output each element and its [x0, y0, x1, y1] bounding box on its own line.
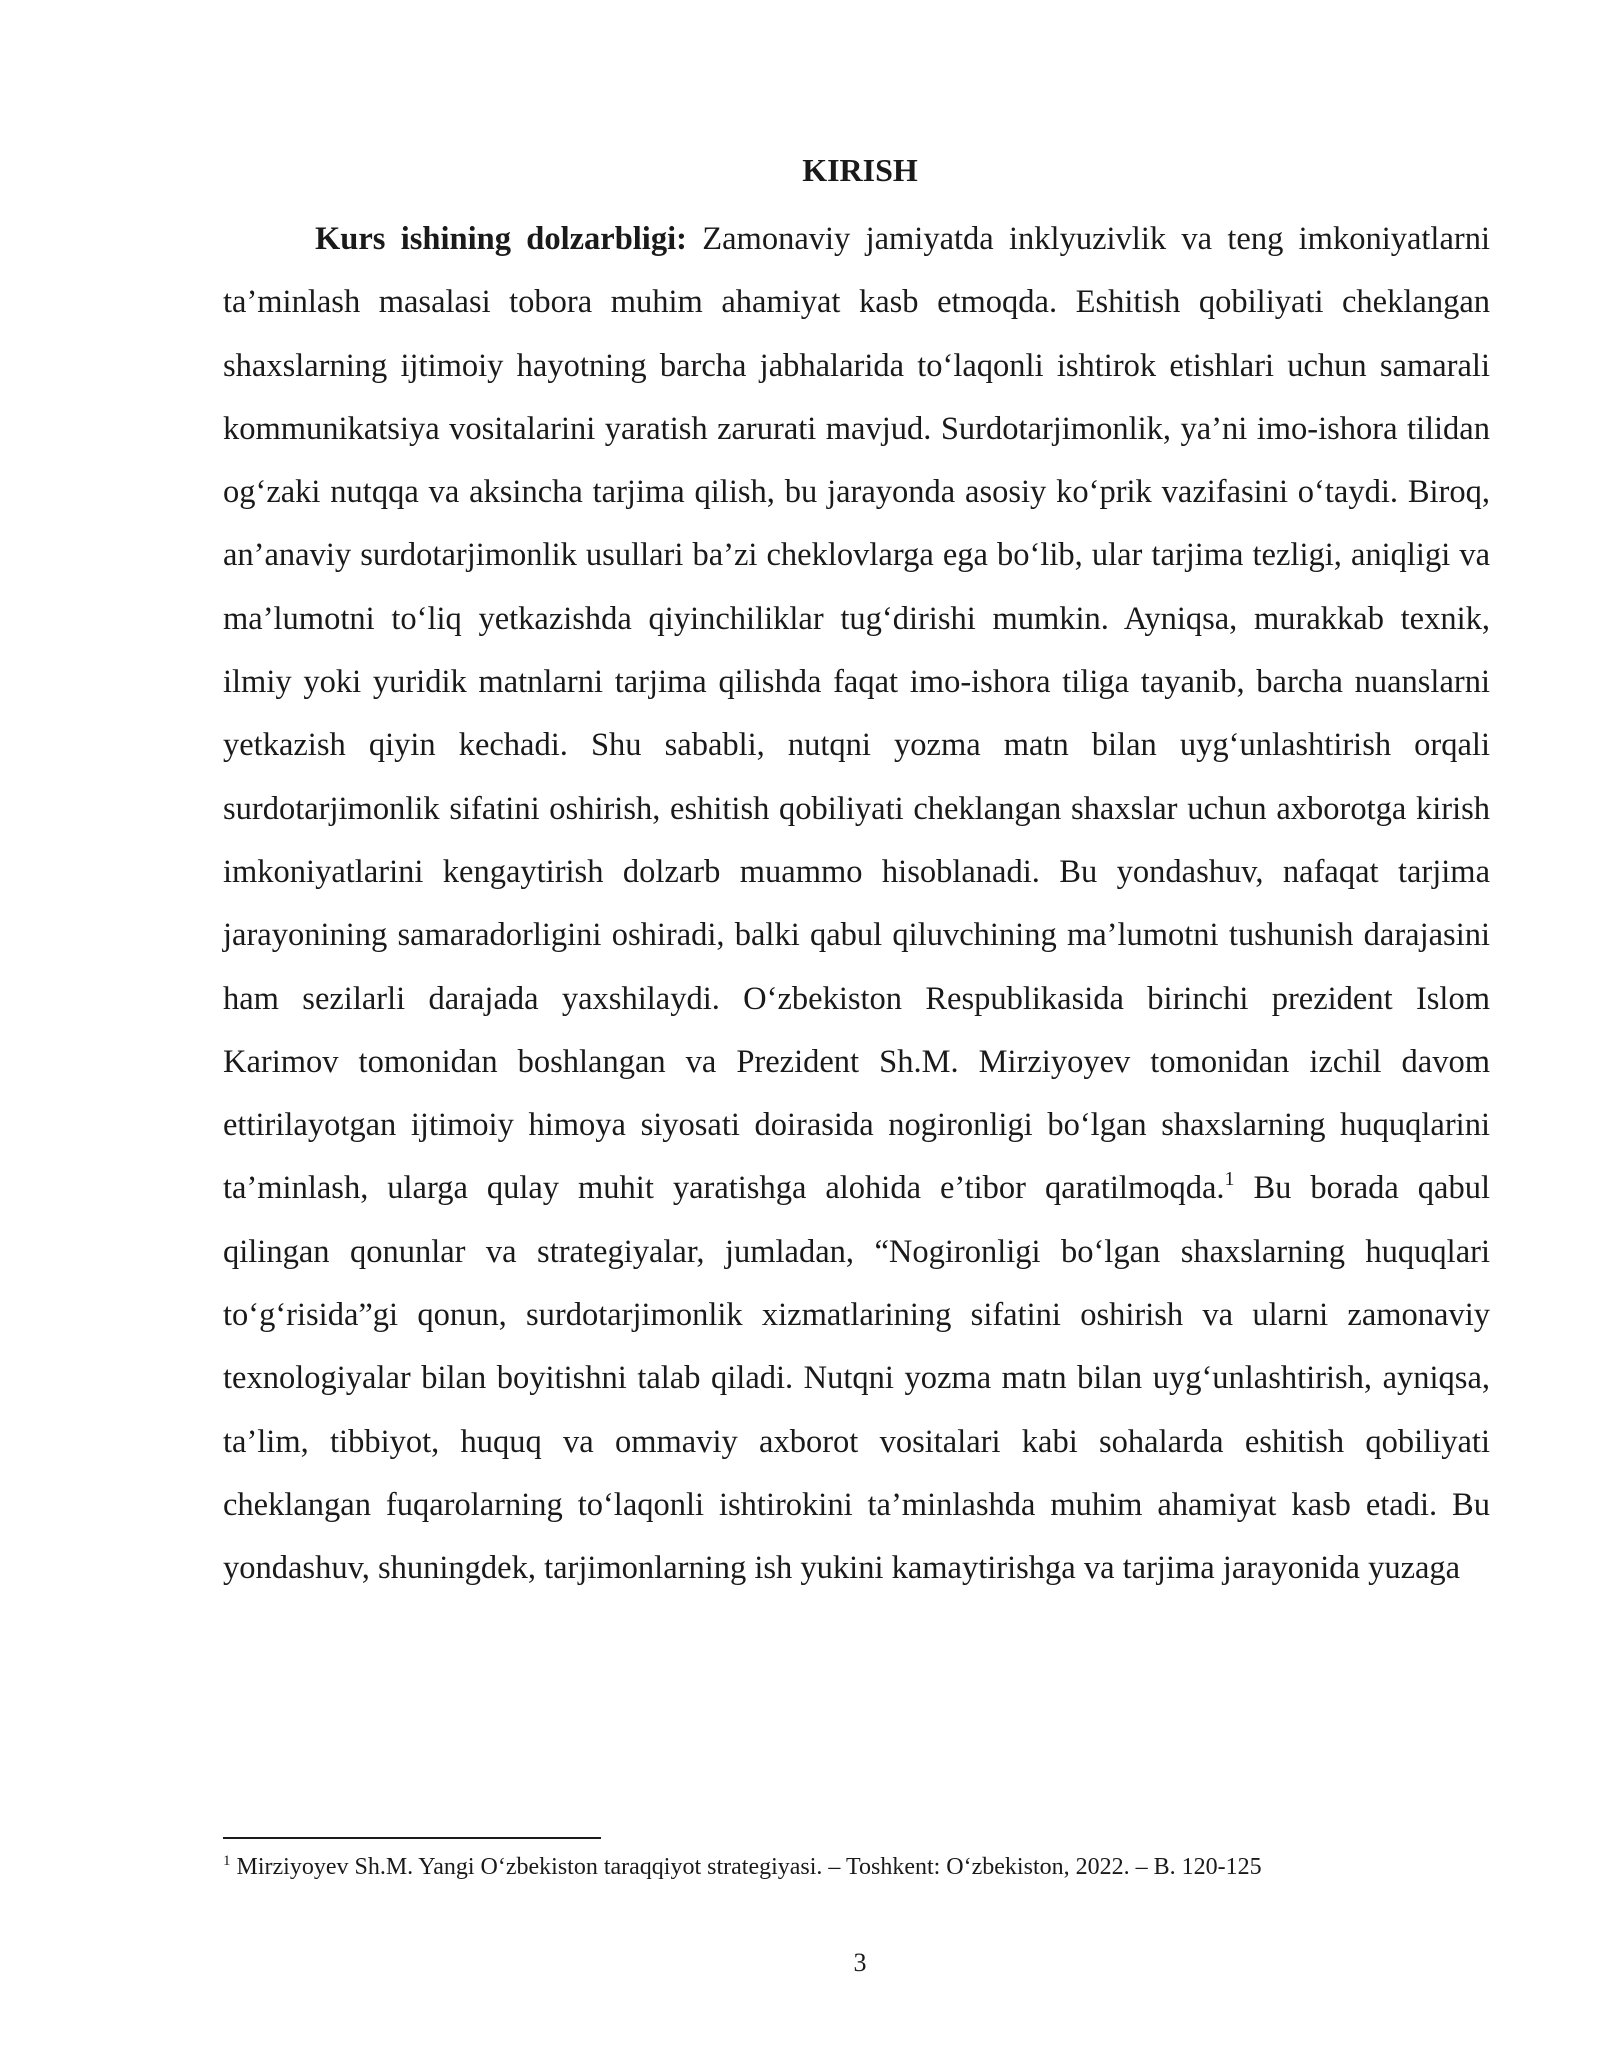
paragraph-text-part-1: Zamonaviy jamiyatda inklyuzivlik va teng imkoniyatlarni ta’minlash masalasi tobora muhim ahamiyat kasb etmoqda. Eshitish qobiliyati cheklangan shaxslarning ijtimoiy hayotning barcha jabhalarida to‘laqonli ishtirok etishlari uchun samarali kommunikatsiya vositalarini yaratish zarurati mavjud. Surdotarjimonlik, ya’ni imo-ishora tilidan og‘zaki nutqqa va aksincha tarjima qilish, bu jarayonda asosiy ko‘prik vazifasini o‘taydi. Biroq, an’anaviy surdotarjimonlik usullari ba’zi cheklovlarga ega bo‘lib, ular tarjima tezligi, aniqligi va ma’lumotni to‘liq yetkazishda qiyinchiliklar tug‘dirishi mumkin. Ayniqsa, murakkab texnik, ilmiy yoki yuridik matnlarni tarjima qilishda faqat imo-ishora tiliga tayanib, barcha nuanslarni yetkazish qiyin kechadi. Shu sababli, nutqni yozma matn bilan uyg‘unlashtirish orqali surdotarjimonlik sifatini oshirish, eshitish qobiliyati cheklangan shaxslar uchun axborotga kirish imkoniyatlarini kengaytirish dolzarb muammo hisoblanadi. Bu yondashuv, nafaqat tarjima jarayonining samaradorligini oshiradi, balki qabul qiluvchining ma’lumotni tushunish darajasini ham sezilarli darajada yaxshilaydi. O‘zbekiston Respublikasida birinchi prezident Islom Karimov tomonidan boshlangan va Prezident Sh.M. Mirziyoyev tomonidan izchil davom ettirilayotgan ijtimoiy himoya siyosati doirasida nogironligi bo‘lgan shaxslarning huquqlarini ta’minlash, ularga qulay muhit yaratishga alohida e’tibor qaratilmoqda.: [223, 221, 1490, 1207]
paragraph-text-part-2: Bu borada qabul qilingan qonunlar va strategiyalar, jumladan, “Nogironligi bo‘lgan shaxslarning huquqlari to‘g‘risida”gi qonun, surdotarjimonlik xizmatlarining sifatini oshirish va ularni zamonaviy texnologiyalar bilan boyitishni talab qiladi. Nutqni yozma matn bilan uyg‘unlashtirish, ayniqsa, ta’lim, tibbiyot, huquq va ommaviy axborot vositalari kabi sohalarda eshitish qobiliyati cheklangan fuqarolarning to‘laqonli ishtirokini ta’minlashda muhim ahamiyat kasb etadi. Bu yondashuv, shuningdek, tarjimonlarning ish yukini kamaytirishga va tarjima jarayonida yuzaga: [223, 1170, 1490, 1587]
paragraph-lead: Kurs ishining dolzarbligi:: [315, 221, 687, 257]
footnote-separator: [223, 1837, 601, 1839]
footnote-mark: 1: [223, 1853, 231, 1869]
footnote: [223, 1852, 1490, 1882]
footnote-reference[interactable]: 1: [1224, 1167, 1235, 1190]
page-number: 3: [853, 1948, 867, 1977]
section-heading: KIRISH: [802, 152, 918, 188]
body-paragraph: [223, 208, 1490, 1601]
footnote-text: Mirziyoyev Sh.M. Yangi O‘zbekiston taraqqiyot strategiyasi. – Toshkent: O‘zbekiston, 2022. – B. 120-125: [236, 1854, 1262, 1880]
